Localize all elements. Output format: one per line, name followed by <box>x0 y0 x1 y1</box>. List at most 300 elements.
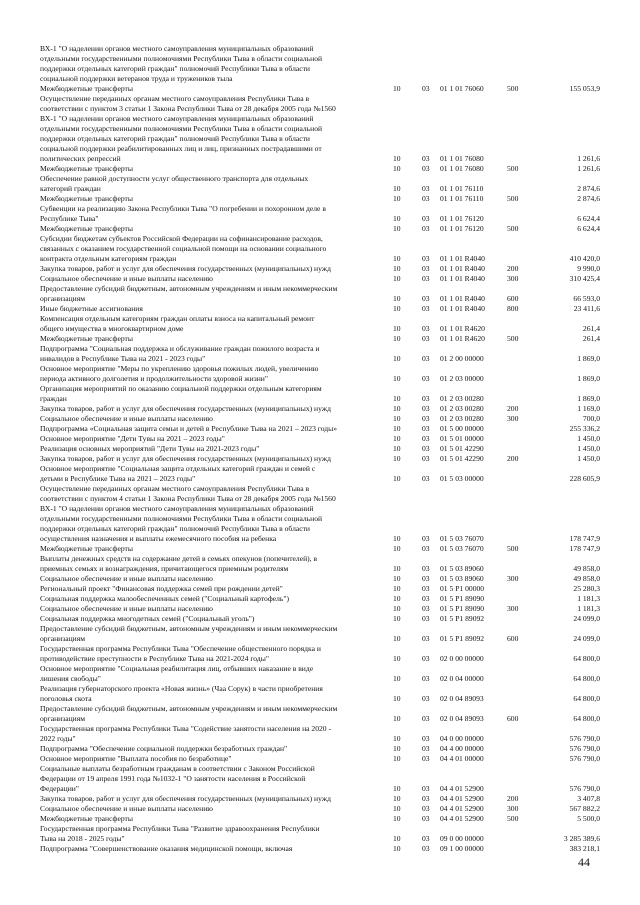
row-name: контракта отдельным категориям граждан <box>40 254 177 263</box>
table-row <box>0 234 640 244</box>
row-expense-type: 200 <box>507 454 519 463</box>
page-number: 44 <box>578 855 590 869</box>
row-expense-type: 300 <box>507 804 519 813</box>
row-name: Выплаты денежных средств на содержание детей в семьях опекунов (попечителей), в <box>40 554 318 563</box>
budget-table <box>0 44 640 854</box>
table-row <box>0 724 640 734</box>
row-target-article: 01 2 03 00280 <box>440 404 484 413</box>
row-subsection: 03 <box>422 584 430 593</box>
table-row <box>0 434 640 444</box>
row-expense-type: 300 <box>507 414 519 423</box>
row-target-article: 01 2 03 00280 <box>440 414 484 423</box>
row-name: поддержки отдельных категорий граждан" полномочий Республики Тыва в области <box>40 134 310 143</box>
table-row <box>0 694 640 704</box>
row-section: 10 <box>393 654 401 663</box>
row-section: 10 <box>393 634 401 643</box>
row-target-article: 01 1 01 R4040 <box>440 274 485 283</box>
row-amount: 1 261,6 <box>577 164 600 173</box>
row-expense-type: 500 <box>507 814 519 823</box>
row-name: Социальные выплаты безработным гражданам в соответствии с Законом Российской <box>40 764 315 773</box>
row-amount: 64 800,0 <box>573 694 600 703</box>
row-name: общего имущества в многоквартирном доме <box>40 324 184 333</box>
row-section: 10 <box>393 164 401 173</box>
row-amount: 24 099,0 <box>573 634 600 643</box>
row-subsection: 03 <box>422 454 430 463</box>
row-name: граждан <box>40 394 67 403</box>
row-subsection: 03 <box>422 714 430 723</box>
table-row <box>0 184 640 194</box>
row-target-article: 02 0 04 89093 <box>440 694 484 703</box>
table-row <box>0 44 640 54</box>
row-name: Основное мероприятие "Выплата пособия по безработице" <box>40 754 232 763</box>
row-target-article: 01 5 03 00000 <box>440 474 484 483</box>
row-name: Социальная поддержка малообеспеченных семей ("Социальный картофель") <box>40 594 289 603</box>
row-subsection: 03 <box>422 614 430 623</box>
row-section: 10 <box>393 404 401 413</box>
table-row <box>0 54 640 64</box>
table-row <box>0 804 640 814</box>
table-row <box>0 454 640 464</box>
row-subsection: 03 <box>422 194 430 203</box>
row-name: Реализация губернаторского проекта «Новая жизнь» (Чаа Сорук) в части приобретения <box>40 684 323 693</box>
table-row <box>0 824 640 834</box>
table-row <box>0 514 640 524</box>
row-subsection: 03 <box>422 264 430 273</box>
row-subsection: 03 <box>422 414 430 423</box>
row-target-article: 01 1 01 R4040 <box>440 254 485 263</box>
row-section: 10 <box>393 294 401 303</box>
row-name: Субвенции на реализацию Закона Республики Тыва "О погребении и похоронном деле в <box>40 204 326 213</box>
row-name: ВХ-1 "О наделении органов местного самоуправления муниципальных образований <box>40 114 314 123</box>
table-row <box>0 254 640 264</box>
row-section: 10 <box>393 454 401 463</box>
row-section: 10 <box>393 674 401 683</box>
row-target-article: 01 1 01 R4040 <box>440 294 485 303</box>
row-subsection: 03 <box>422 694 430 703</box>
row-amount: 49 858,0 <box>573 574 600 583</box>
row-name: Компенсация отдельным категориям граждан оплаты взноса на капитальный ремонт <box>40 314 315 323</box>
row-subsection: 03 <box>422 274 430 283</box>
table-row <box>0 844 640 854</box>
row-target-article: 01 1 01 76080 <box>440 164 484 173</box>
table-row <box>0 674 640 684</box>
row-name: Осуществление переданных органам местного самоуправления Республики Тыва в <box>40 484 310 493</box>
row-section: 10 <box>393 754 401 763</box>
row-target-article: 01 5 03 76070 <box>440 544 484 553</box>
row-amount: 1 869,0 <box>577 394 600 403</box>
row-amount: 49 858,0 <box>573 564 600 573</box>
row-name: Социальное обеспечение и иные выплаты населению <box>40 804 213 813</box>
table-row <box>0 204 640 214</box>
row-expense-type: 500 <box>507 334 519 343</box>
row-name: Закупка товаров, работ и услуг для обеспечения государственных (муниципальных) нужд <box>40 454 331 463</box>
row-expense-type: 500 <box>507 84 519 93</box>
row-target-article: 01 5 P1 89092 <box>440 614 485 623</box>
row-name: Подпрограмма "Социальная поддержка и обслуживание граждан пожилого возраста и <box>40 344 320 353</box>
row-subsection: 03 <box>422 574 430 583</box>
row-name: Межбюджетные трансферты <box>40 164 133 173</box>
row-subsection: 03 <box>422 434 430 443</box>
table-row <box>0 294 640 304</box>
row-name: Государственная программа Республики Тыва "Обеспечение общественного порядка и <box>40 644 321 653</box>
row-section: 10 <box>393 84 401 93</box>
row-section: 10 <box>393 604 401 613</box>
row-target-article: 01 5 P1 00000 <box>440 584 485 593</box>
row-name: Межбюджетные трансферты <box>40 194 133 203</box>
row-section: 10 <box>393 694 401 703</box>
row-name: Республике Тыва" <box>40 214 99 223</box>
row-section: 10 <box>393 474 401 483</box>
table-row <box>0 194 640 204</box>
row-name: организациям <box>40 714 86 723</box>
row-amount: 576 790,0 <box>569 744 600 753</box>
table-row <box>0 264 640 274</box>
table-row <box>0 744 640 754</box>
row-name: поддержки отдельных категорий граждан" полномочий Республики Тыва в области <box>40 524 310 533</box>
row-amount: 1 450,0 <box>577 434 600 443</box>
row-subsection: 03 <box>422 444 430 453</box>
table-row <box>0 834 640 844</box>
row-section: 10 <box>393 154 401 163</box>
table-row <box>0 494 640 504</box>
row-amount: 64 800,0 <box>573 714 600 723</box>
table-row <box>0 224 640 234</box>
row-section: 10 <box>393 714 401 723</box>
row-expense-type: 500 <box>507 164 519 173</box>
table-row <box>0 124 640 134</box>
row-subsection: 03 <box>422 754 430 763</box>
row-expense-type: 300 <box>507 274 519 283</box>
row-name: отдельными государственными полномочиями Республики Тыва в области социальной <box>40 54 323 63</box>
row-amount: 2 874,6 <box>577 194 600 203</box>
row-name: Основное мероприятие "Меры по укреплению здоровья пожилых людей, увеличению <box>40 364 319 373</box>
table-row <box>0 84 640 94</box>
row-target-article: 04 4 01 52900 <box>440 794 484 803</box>
row-target-article: 01 1 01 76110 <box>440 194 484 203</box>
row-section: 10 <box>393 434 401 443</box>
row-section: 10 <box>393 804 401 813</box>
table-row <box>0 644 640 654</box>
row-name: Реализация основных мероприятий "Дети Тувы на 2021-2023 годы" <box>40 444 260 453</box>
row-name: противодействие преступности в Республике Тыва на 2021-2024 годы" <box>40 654 269 663</box>
table-row <box>0 164 640 174</box>
row-amount: 6 624,4 <box>577 224 600 233</box>
row-subsection: 03 <box>422 154 430 163</box>
table-row <box>0 814 640 824</box>
row-amount: 567 882,2 <box>569 804 600 813</box>
row-amount: 3 285 389,6 <box>563 834 600 843</box>
row-amount: 576 790,0 <box>569 784 600 793</box>
row-section: 10 <box>393 594 401 603</box>
table-row <box>0 424 640 434</box>
row-section: 10 <box>393 274 401 283</box>
row-name: периода активного долголетия и продолжительности здоровой жизни" <box>40 374 268 383</box>
row-name: поголовья скота <box>40 694 92 703</box>
row-target-article: 04 4 01 00000 <box>440 754 484 763</box>
row-name: Социальная поддержка многодетных семей ("Социальный уголь") <box>40 614 255 623</box>
row-target-article: 04 0 00 00000 <box>440 734 484 743</box>
row-section: 10 <box>393 374 401 383</box>
row-subsection: 03 <box>422 404 430 413</box>
row-section: 10 <box>393 544 401 553</box>
table-row <box>0 174 640 184</box>
row-amount: 3 407,8 <box>577 794 600 803</box>
table-row <box>0 634 640 644</box>
row-target-article: 02 0 04 00000 <box>440 674 484 683</box>
row-subsection: 03 <box>422 604 430 613</box>
row-amount: 66 593,0 <box>573 294 600 303</box>
row-section: 10 <box>393 614 401 623</box>
row-expense-type: 200 <box>507 404 519 413</box>
table-row <box>0 104 640 114</box>
row-name: Межбюджетные трансферты <box>40 84 133 93</box>
row-target-article: 04 4 01 52900 <box>440 784 484 793</box>
row-section: 10 <box>393 324 401 333</box>
row-section: 10 <box>393 744 401 753</box>
table-row <box>0 354 640 364</box>
row-amount: 310 425,4 <box>569 274 600 283</box>
table-row <box>0 284 640 294</box>
row-amount: 261,4 <box>582 324 600 333</box>
row-subsection: 03 <box>422 254 430 263</box>
row-target-article: 01 2 03 00280 <box>440 394 484 403</box>
row-expense-type: 200 <box>507 264 519 273</box>
row-amount: 1 181,3 <box>577 594 600 603</box>
table-row <box>0 114 640 124</box>
row-subsection: 03 <box>422 184 430 193</box>
row-name: поддержки отдельных категорий граждан" полномочий Республики Тыва в области <box>40 64 310 73</box>
row-subsection: 03 <box>422 224 430 233</box>
table-row <box>0 584 640 594</box>
row-amount: 24 099,0 <box>573 614 600 623</box>
row-name: Подпрограмма «Социальная защита семьи и детей в Республике Тыва на 2021 – 2023 годы» <box>40 424 338 433</box>
row-name: ВХ-1 "О наделении органов местного самоуправления муниципальных образований <box>40 504 314 513</box>
row-name: Обеспечение равной доступности услуг общественного транспорта для отдельных <box>40 174 309 183</box>
row-name: лишения свободы" <box>40 674 101 683</box>
row-section: 10 <box>393 534 401 543</box>
row-target-article: 01 2 03 00000 <box>440 374 484 383</box>
row-name: Социальное обеспечение и иные выплаты населению <box>40 604 213 613</box>
table-row <box>0 534 640 544</box>
row-amount: 1 869,0 <box>577 354 600 363</box>
row-name: Социальное обеспечение и иные выплаты населению <box>40 574 213 583</box>
table-row <box>0 704 640 714</box>
table-row <box>0 414 640 424</box>
row-subsection: 03 <box>422 744 430 753</box>
row-section: 10 <box>393 254 401 263</box>
row-subsection: 03 <box>422 324 430 333</box>
row-name: Основное мероприятие "Социальная защита отдельных категорий граждан и семей с <box>40 464 316 473</box>
row-target-article: 01 1 01 76120 <box>440 214 484 223</box>
table-row <box>0 304 640 314</box>
row-subsection: 03 <box>422 804 430 813</box>
row-expense-type: 200 <box>507 794 519 803</box>
row-expense-type: 500 <box>507 194 519 203</box>
table-row <box>0 624 640 634</box>
row-name: Закупка товаров, работ и услуг для обеспечения государственных (муниципальных) нужд <box>40 264 331 273</box>
row-subsection: 03 <box>422 474 430 483</box>
row-section: 10 <box>393 814 401 823</box>
row-amount: 1 169,0 <box>577 404 600 413</box>
row-section: 10 <box>393 304 401 313</box>
row-subsection: 03 <box>422 794 430 803</box>
row-subsection: 03 <box>422 354 430 363</box>
row-subsection: 03 <box>422 654 430 663</box>
row-name: категорий граждан <box>40 184 101 193</box>
table-row <box>0 374 640 384</box>
table-row <box>0 774 640 784</box>
row-target-article: 01 1 01 76080 <box>440 154 484 163</box>
row-expense-type: 500 <box>507 224 519 233</box>
table-row <box>0 594 640 604</box>
row-target-article: 01 1 01 76060 <box>440 84 484 93</box>
table-row <box>0 604 640 614</box>
row-target-article: 01 5 03 89060 <box>440 574 484 583</box>
row-subsection: 03 <box>422 334 430 343</box>
row-name: Закупка товаров, работ и услуг для обеспечения государственных (муниципальных) нужд <box>40 404 331 413</box>
row-name: Основное мероприятие "Социальная реабилитация лиц, отбывших наказание в виде <box>40 664 314 673</box>
table-row <box>0 504 640 514</box>
row-amount: 410 420,0 <box>569 254 600 263</box>
row-target-article: 01 1 01 R4040 <box>440 264 485 273</box>
row-name: 2022 годы" <box>40 734 76 743</box>
row-target-article: 01 5 01 42290 <box>440 454 484 463</box>
row-section: 10 <box>393 224 401 233</box>
row-amount: 255 336,2 <box>569 424 600 433</box>
table-row <box>0 244 640 254</box>
row-section: 10 <box>393 354 401 363</box>
table-row <box>0 794 640 804</box>
row-target-article: 01 1 01 R4620 <box>440 324 485 333</box>
row-subsection: 03 <box>422 534 430 543</box>
table-row <box>0 444 640 454</box>
row-subsection: 03 <box>422 564 430 573</box>
row-target-article: 01 5 03 76070 <box>440 534 484 543</box>
row-subsection: 03 <box>422 164 430 173</box>
row-amount: 576 790,0 <box>569 734 600 743</box>
table-row <box>0 564 640 574</box>
row-amount: 383 218,1 <box>569 844 600 853</box>
row-name: отдельными государственными полномочиями Республики Тыва в области социальной <box>40 514 323 523</box>
row-target-article: 01 5 00 00000 <box>440 424 484 433</box>
row-name: ВХ-1 "О наделении органов местного самоуправления муниципальных образований <box>40 44 314 53</box>
row-target-article: 01 5 P1 89090 <box>440 594 485 603</box>
row-target-article: 04 4 00 00000 <box>440 744 484 753</box>
row-section: 10 <box>393 214 401 223</box>
row-expense-type: 800 <box>507 304 519 313</box>
row-target-article: 04 4 01 52900 <box>440 804 484 813</box>
row-subsection: 03 <box>422 374 430 383</box>
row-section: 10 <box>393 394 401 403</box>
table-row <box>0 214 640 224</box>
row-name: организациям <box>40 294 86 303</box>
table-row <box>0 364 640 374</box>
table-row <box>0 714 640 724</box>
row-subsection: 03 <box>422 784 430 793</box>
row-expense-type: 600 <box>507 634 519 643</box>
row-amount: 228 605,9 <box>569 474 600 483</box>
row-name: Субсидии бюджетам субъектов Российской Федерации на софинансирование расходов, <box>40 234 323 243</box>
row-name: организациям <box>40 634 86 643</box>
row-section: 10 <box>393 574 401 583</box>
table-row <box>0 574 640 584</box>
row-name: Предоставление субсидий бюджетным, автономным учреждениям и иным некоммерческим <box>40 284 338 293</box>
row-name: Межбюджетные трансферты <box>40 544 133 553</box>
row-name: Тыва на 2018 - 2025 годы" <box>40 834 125 843</box>
row-amount: 178 747,9 <box>569 544 600 553</box>
row-name: социальной поддержки ветеранов труда и тружеников тыла <box>40 74 233 83</box>
row-amount: 64 800,0 <box>573 674 600 683</box>
row-expense-type: 300 <box>507 574 519 583</box>
table-row <box>0 554 640 564</box>
row-name: отдельными государственными полномочиями Республики Тыва в области социальной <box>40 124 323 133</box>
table-row <box>0 64 640 74</box>
row-name: Предоставление субсидий бюджетным, автономным учреждениям и иным некоммерческим <box>40 704 338 713</box>
row-section: 10 <box>393 794 401 803</box>
row-amount: 1 181,3 <box>577 604 600 613</box>
row-subsection: 03 <box>422 594 430 603</box>
row-name: Социальное обеспечение и иные выплаты населению <box>40 274 213 283</box>
row-amount: 1 450,0 <box>577 444 600 453</box>
row-section: 10 <box>393 424 401 433</box>
row-amount: 64 800,0 <box>573 654 600 663</box>
row-subsection: 03 <box>422 634 430 643</box>
table-row <box>0 524 640 534</box>
row-name: Межбюджетные трансферты <box>40 334 133 343</box>
row-name: связанных с оказанием государственной социальной помощи на основании социального <box>40 244 327 253</box>
row-section: 10 <box>393 734 401 743</box>
row-name: Предоставление субсидий бюджетным, автономным учреждениям и иным некоммерческим <box>40 624 338 633</box>
row-target-article: 09 0 00 00000 <box>440 834 484 843</box>
row-section: 10 <box>393 584 401 593</box>
row-subsection: 03 <box>422 424 430 433</box>
row-target-article: 04 4 01 52900 <box>440 814 484 823</box>
row-subsection: 03 <box>422 814 430 823</box>
table-row <box>0 784 640 794</box>
table-row <box>0 754 640 764</box>
row-section: 10 <box>393 834 401 843</box>
row-subsection: 03 <box>422 394 430 403</box>
row-amount: 1 869,0 <box>577 374 600 383</box>
table-row <box>0 654 640 664</box>
row-target-article: 01 1 01 R4620 <box>440 334 485 343</box>
row-target-article: 01 5 01 42290 <box>440 444 484 453</box>
table-row <box>0 324 640 334</box>
row-expense-type: 600 <box>507 294 519 303</box>
row-subsection: 03 <box>422 304 430 313</box>
table-row <box>0 384 640 394</box>
row-amount: 5 500,0 <box>577 814 600 823</box>
row-name: осуществления назначения и выплаты ежемесячного пособия на ребенка <box>40 534 277 543</box>
table-row <box>0 404 640 414</box>
table-row <box>0 344 640 354</box>
row-section: 10 <box>393 784 401 793</box>
row-section: 10 <box>393 264 401 273</box>
row-target-article: 01 5 03 89060 <box>440 564 484 573</box>
row-amount: 25 280,3 <box>573 584 600 593</box>
table-row <box>0 94 640 104</box>
row-name: Государственная программа Республики Тыва "Содействие занятости населения на 2020 - <box>40 724 332 733</box>
row-amount: 1 261,6 <box>577 154 600 163</box>
row-subsection: 03 <box>422 734 430 743</box>
row-target-article: 01 1 01 76110 <box>440 184 484 193</box>
row-name: Организация мероприятий по оказанию социальной поддержки отдельным категориям <box>40 384 322 393</box>
table-row <box>0 74 640 84</box>
row-section: 10 <box>393 564 401 573</box>
row-target-article: 02 0 04 89093 <box>440 714 484 723</box>
row-name: Федерации от 19 апреля 1991 года №1032-1 "О занятости населения в Российской <box>40 774 306 783</box>
table-row <box>0 734 640 744</box>
